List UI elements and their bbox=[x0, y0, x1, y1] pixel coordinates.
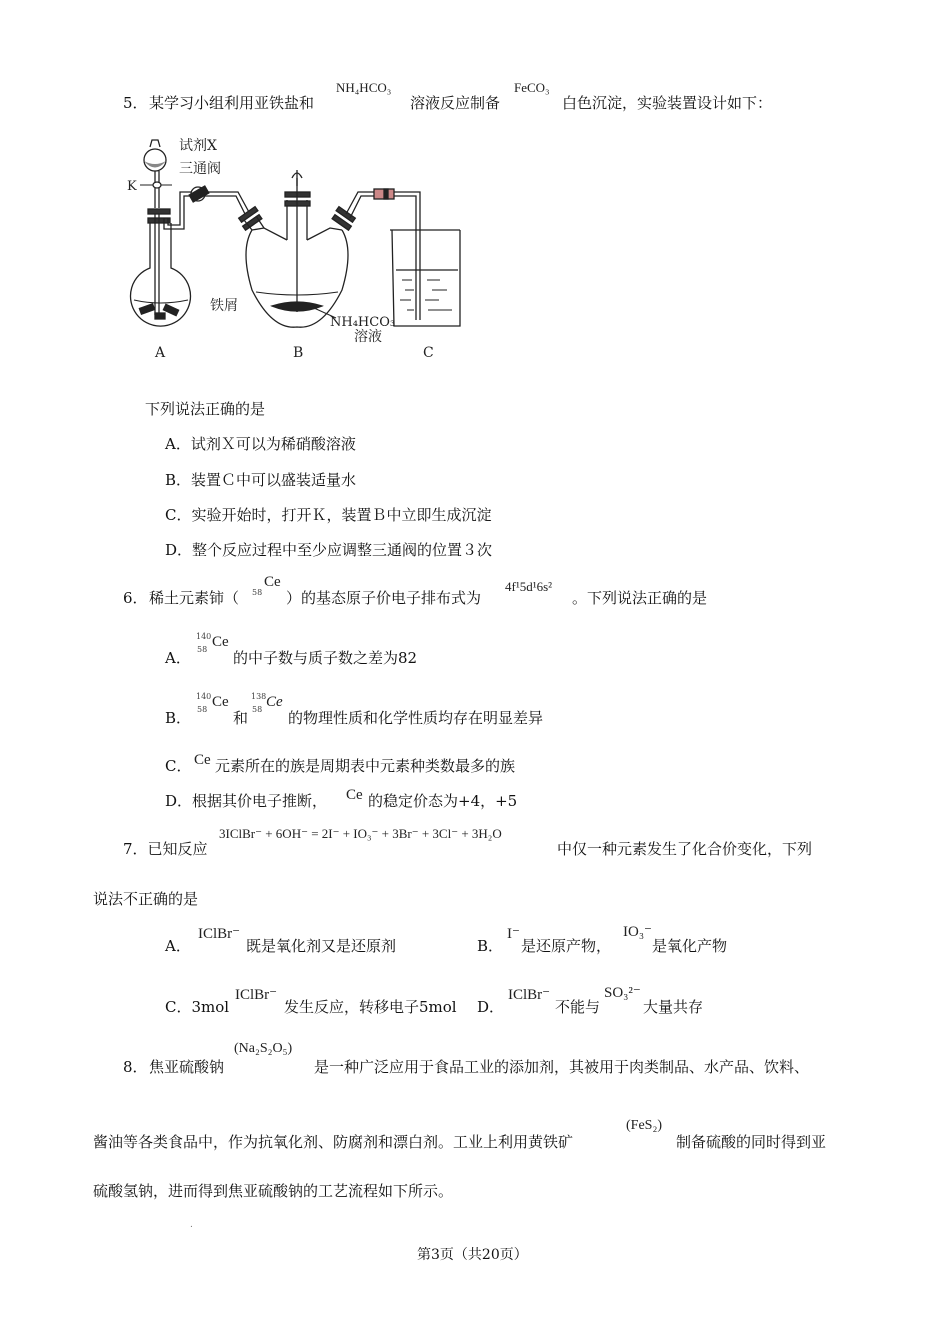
page-footer: 第3页（共20页） bbox=[417, 1247, 528, 1263]
q6-d-symbol: Ce bbox=[346, 787, 363, 803]
q6-c-label: C． bbox=[165, 757, 192, 775]
q7-c-formula: IClBr⁻ bbox=[235, 987, 278, 1003]
q8-line-2a: 酱油等各类食品中，作为抗氧化剂、防腐剂和漂白剂。工业上利用黄铁矿 bbox=[93, 1133, 574, 1151]
q6-b-mass-2: 138 bbox=[251, 692, 267, 701]
q6-ce-atomic-number: 58 bbox=[252, 588, 263, 597]
solution-word-label: 溶液 bbox=[354, 329, 382, 345]
q7-equation: 3IClBr⁻ + 6OH⁻ = 2I⁻ + IO₃⁻ + 3Br⁻ + 3Cl⁻ + 3H₂O bbox=[219, 826, 502, 841]
q8-formula-na2s2o5: (Na₂S₂O₅) bbox=[234, 1041, 293, 1056]
q6-b-label: B． bbox=[165, 709, 192, 727]
q8-formula-fes2: (FeS₂) bbox=[626, 1118, 662, 1133]
q8-text-2: 是一种广泛应用于食品工业的添加剂，其被用于肉类制品、水产品、饮料、 bbox=[314, 1058, 810, 1076]
q5-text-3: 白色沉淀，实验装置设计如下： bbox=[562, 94, 773, 112]
q5-number: 5． bbox=[123, 94, 148, 112]
q6-electron-config: 4f¹5d¹6s² bbox=[505, 579, 553, 594]
q6-a-z: 58 bbox=[197, 645, 208, 654]
q7-b-text-2: 是氧化产物 bbox=[652, 937, 728, 955]
stray-dot: . bbox=[190, 1220, 193, 1230]
q6-number: 6． bbox=[123, 589, 148, 607]
reagent-label: 试剂X bbox=[179, 138, 217, 154]
q6-b-z-1: 58 bbox=[197, 705, 208, 714]
valve-label: 三通阀 bbox=[179, 161, 221, 177]
q7-intro: 7．已知反应 bbox=[123, 840, 208, 858]
q6-c-text: 元素所在的族是周期表中元素种类数最多的族 bbox=[215, 757, 516, 775]
q6-b-symbol-1: Ce bbox=[212, 694, 229, 710]
q6-a-mass: 140 bbox=[196, 632, 212, 641]
q6-b-mass-1: 140 bbox=[196, 692, 212, 701]
q8-text-1: 焦亚硫酸钠 bbox=[149, 1058, 225, 1076]
q6-d-label: D．根据其价电子推断， bbox=[165, 792, 328, 810]
apparatus-label-a: A bbox=[155, 345, 166, 361]
apparatus-label-b: B bbox=[293, 345, 304, 361]
q7-d-formula-2: SO₃²⁻ bbox=[604, 985, 641, 1001]
q6-c-symbol: Ce bbox=[194, 752, 211, 768]
q5-option-c: C．实验开始时，打开Ｋ，装置Ｂ中立即生成沉淀 bbox=[165, 506, 492, 524]
q7-a-label: A． bbox=[165, 937, 191, 955]
q8-line-3: 硫酸氢钠，进而得到焦亚硫酸钠的工艺流程如下所示。 bbox=[93, 1182, 454, 1200]
q8-number: 8． bbox=[123, 1058, 148, 1076]
q7-a-formula: IClBr⁻ bbox=[198, 926, 241, 942]
q6-text-2: ）的基态原子价电子排布式为 bbox=[286, 589, 482, 607]
q7-d-label: D． bbox=[477, 998, 505, 1016]
q8-line-2b: 制备硫酸的同时得到亚 bbox=[676, 1133, 827, 1151]
q6-ce-symbol: Ce bbox=[264, 574, 281, 590]
q6-text-1: 稀土元素铈（ bbox=[149, 589, 240, 607]
q7-a-text: 既是氧化剂又是还原剂 bbox=[246, 937, 397, 955]
q6-text-3: 。下列说法正确的是 bbox=[572, 589, 708, 607]
q7-text-1: 中仅一种元素发生了化合价变化，下列 bbox=[557, 840, 813, 858]
q6-b-and: 和 bbox=[233, 709, 249, 727]
q6-a-symbol: Ce bbox=[212, 634, 229, 650]
q5-stem: 下列说法正确的是 bbox=[145, 400, 266, 418]
q6-a-label: A． bbox=[165, 649, 191, 667]
q7-text-2: 说法不正确的是 bbox=[93, 890, 199, 908]
q5-text-2: 溶液反应制备 bbox=[410, 94, 501, 112]
q6-a-text: 的中子数与质子数之差为82 bbox=[233, 649, 418, 667]
apparatus-figure bbox=[122, 130, 462, 370]
q5-option-b: B．装置Ｃ中可以盛装适量水 bbox=[165, 471, 357, 489]
q7-b-text-1: 是还原产物， bbox=[521, 937, 612, 955]
q5-text-1: 某学习小组利用亚铁盐和 bbox=[149, 94, 315, 112]
q7-b-label: B． bbox=[477, 937, 504, 955]
q6-d-text: 的稳定价态为+4，+5 bbox=[368, 792, 518, 810]
q5-formula-nh4hco3: NH₄HCO₃ bbox=[336, 80, 392, 95]
k-label: K bbox=[127, 179, 137, 194]
solution-formula-label: NH₄HCO₃ bbox=[330, 315, 396, 330]
q6-b-z-2: 58 bbox=[252, 705, 263, 714]
q7-d-text-1: 不能与 bbox=[555, 998, 601, 1016]
apparatus-label-c: C bbox=[423, 345, 434, 361]
q7-d-formula: IClBr⁻ bbox=[508, 987, 551, 1003]
q5-option-d: D．整个反应过程中至少应调整三通阀的位置３次 bbox=[165, 541, 493, 559]
q7-b-formula: I⁻ bbox=[507, 926, 520, 942]
q7-d-text-2: 大量共存 bbox=[643, 998, 704, 1016]
q6-b-symbol-2: Ce bbox=[266, 694, 283, 710]
q7-b-formula-2: IO₃⁻ bbox=[623, 924, 652, 940]
q7-c-text: 发生反应，转移电子5mol bbox=[284, 998, 457, 1016]
q5-option-a: A．试剂Ｘ可以为稀硝酸溶液 bbox=[165, 435, 356, 453]
q7-c-label: C．3mol bbox=[165, 998, 230, 1016]
q5-formula-feco3: FeCO₃ bbox=[514, 80, 550, 95]
iron-label: 铁屑 bbox=[210, 298, 238, 314]
q6-b-text: 的物理性质和化学性质均存在明显差异 bbox=[288, 709, 544, 727]
dropping-funnel bbox=[144, 149, 166, 171]
